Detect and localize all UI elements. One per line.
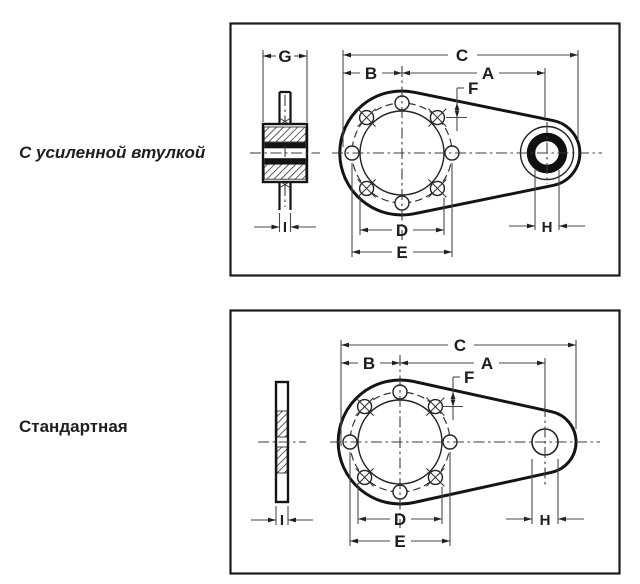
dim-label-a: A [480, 354, 494, 373]
dim-label-c: C [455, 46, 469, 65]
drawing-standard [229, 309, 621, 575]
dim-label-b: B [364, 64, 378, 83]
dim-label-e: E [394, 532, 406, 551]
dim-label-h: H [539, 512, 551, 529]
dim-label-i: I [279, 512, 285, 529]
dim-label-c: C [453, 336, 467, 355]
dim-label-i: I [282, 219, 288, 236]
caption-standard: Стандартная [19, 417, 128, 436]
section-view-standard [251, 382, 313, 529]
dim-label-a: A [481, 64, 495, 83]
part-view-reinforced [332, 66, 602, 240]
dim-label-d: D [395, 221, 409, 240]
dim-label-g: G [278, 47, 292, 66]
dim-label-d: D [393, 510, 407, 529]
dim-label-e: E [396, 243, 408, 262]
dim-label-f: F [468, 79, 479, 98]
dim-label-h: H [541, 219, 553, 236]
section-view-reinforced [250, 47, 320, 236]
drawing-reinforced-bushing [229, 22, 621, 277]
dim-label-f: F [464, 368, 475, 387]
panel-reinforced-bushing [229, 22, 621, 277]
dim-label-b: B [362, 354, 376, 373]
panel-standard [229, 309, 621, 575]
caption-reinforced-bushing: С усиленной втулкой [19, 143, 206, 162]
